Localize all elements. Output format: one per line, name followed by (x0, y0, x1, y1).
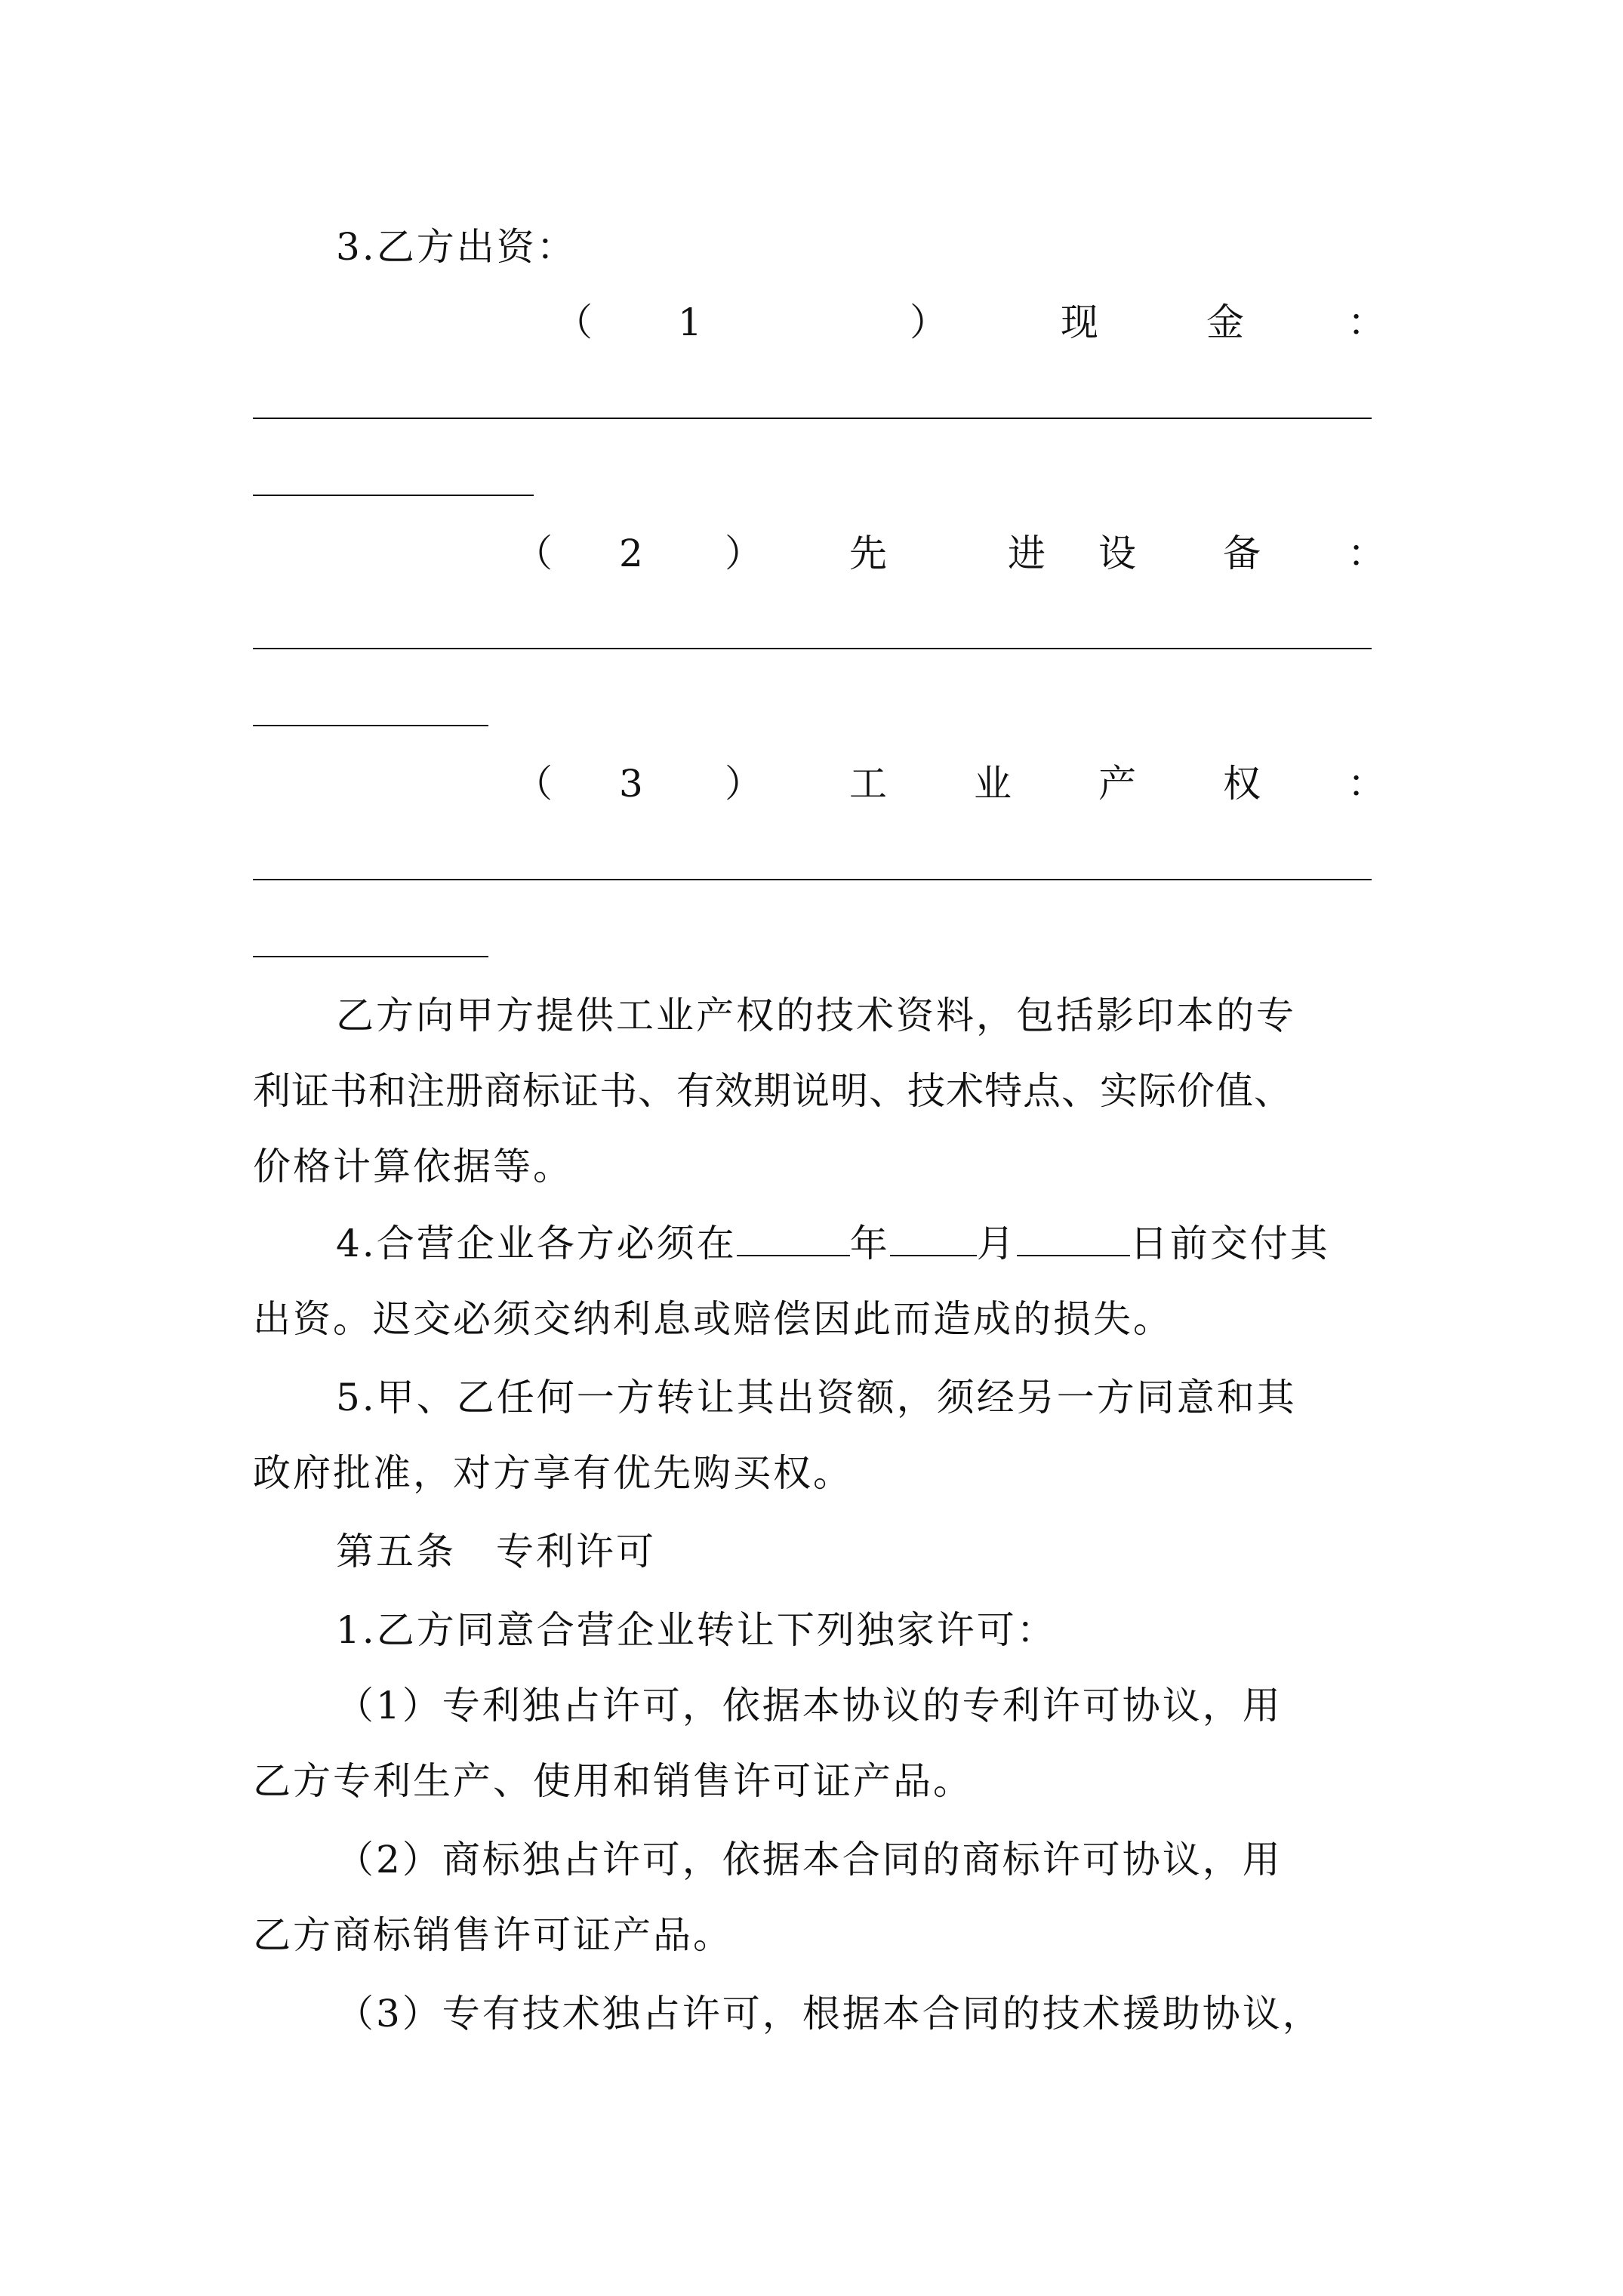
cash-close-paren: ） (910, 300, 947, 344)
industrial-note-line-2: 利证书和注册商标证书、有效期说明、技术特点、实际价值、 (253, 1069, 1292, 1113)
industrial-blank-line-1 (253, 879, 1372, 880)
knowhow-license-line-1: （3）专有技术独占许可，根据本合同的技术援助协议， (336, 1992, 1323, 2036)
cash-number: 1 (678, 300, 702, 344)
month-label: 月 (976, 1222, 1017, 1265)
equipment-number: 2 (619, 532, 643, 575)
section-4-prefix: 4.合营企业各方必须在 (336, 1222, 737, 1265)
cash-blank-line-1 (253, 418, 1372, 419)
industrial-note-line-1: 乙方向甲方提供工业产权的技术资料，包括影印本的专 (336, 994, 1296, 1037)
trademark-license-line-2: 乙方商标销售许可证产品。 (253, 1913, 733, 1957)
industrial-note-line-3: 价格计算依据等。 (253, 1145, 573, 1188)
equipment-char-3: 设 (1098, 532, 1136, 575)
industrial-open-paren: （ (515, 762, 553, 806)
industrial-number: 3 (619, 762, 643, 806)
industrial-item-line (0, 757, 1623, 810)
equipment-blank-line-2 (253, 725, 488, 726)
equipment-char-1: 先 (849, 532, 887, 575)
year-blank[interactable] (737, 1217, 850, 1256)
patent-license-line-1: （1）专利独占许可，依据本协议的专利许可协议，用 (336, 1684, 1283, 1727)
industrial-close-paren: ） (725, 762, 762, 806)
article-5-item-1: 1.乙方同意合营企业转让下列独家许可： (336, 1608, 1057, 1652)
equipment-open-paren: （ (515, 532, 553, 575)
month-blank[interactable] (890, 1217, 977, 1256)
trademark-license-line-1: （2）商标独占许可，依据本合同的商标许可协议，用 (336, 1838, 1283, 1881)
cash-open-paren: （ (555, 300, 593, 344)
article-5-title: 第五条 专利许可 (336, 1530, 656, 1573)
section-4-line-2: 出资。迟交必须交纳利息或赔偿因此而造成的损失。 (253, 1297, 1173, 1341)
year-label: 年 (849, 1222, 890, 1265)
cash-colon: ： (1347, 300, 1385, 344)
industrial-blank-line-2 (253, 956, 488, 957)
industrial-char-1: 工 (849, 762, 887, 806)
industrial-colon: ： (1347, 762, 1385, 806)
cash-item-line (0, 296, 1623, 349)
cash-char-2: 金 (1206, 300, 1244, 344)
industrial-char-3: 产 (1098, 762, 1136, 806)
section-5-line-2: 政府批准，对方享有优先购买权。 (253, 1451, 853, 1495)
patent-license-line-2: 乙方专利生产、使用和销售许可证产品。 (253, 1759, 973, 1803)
day-suffix: 日前交付其 (1129, 1222, 1330, 1265)
equipment-colon: ： (1347, 532, 1385, 575)
cash-blank-line-2 (253, 495, 534, 496)
equipment-blank-line-1 (253, 648, 1372, 649)
equipment-char-2: 进 (1008, 532, 1046, 575)
equipment-close-paren: ） (725, 532, 762, 575)
equipment-item-line (0, 527, 1623, 580)
equipment-char-4: 备 (1223, 532, 1261, 575)
section-4-line-1 (336, 1217, 1468, 1270)
industrial-char-2: 业 (974, 762, 1012, 806)
industrial-char-4: 权 (1223, 762, 1261, 806)
day-blank[interactable] (1017, 1217, 1130, 1256)
section-5-line-1: 5.甲、乙任何一方转让其出资额，须经另一方同意和其 (336, 1376, 1297, 1419)
cash-char-1: 现 (1061, 300, 1098, 344)
section-3-heading: 3.乙方出资： (336, 225, 577, 269)
